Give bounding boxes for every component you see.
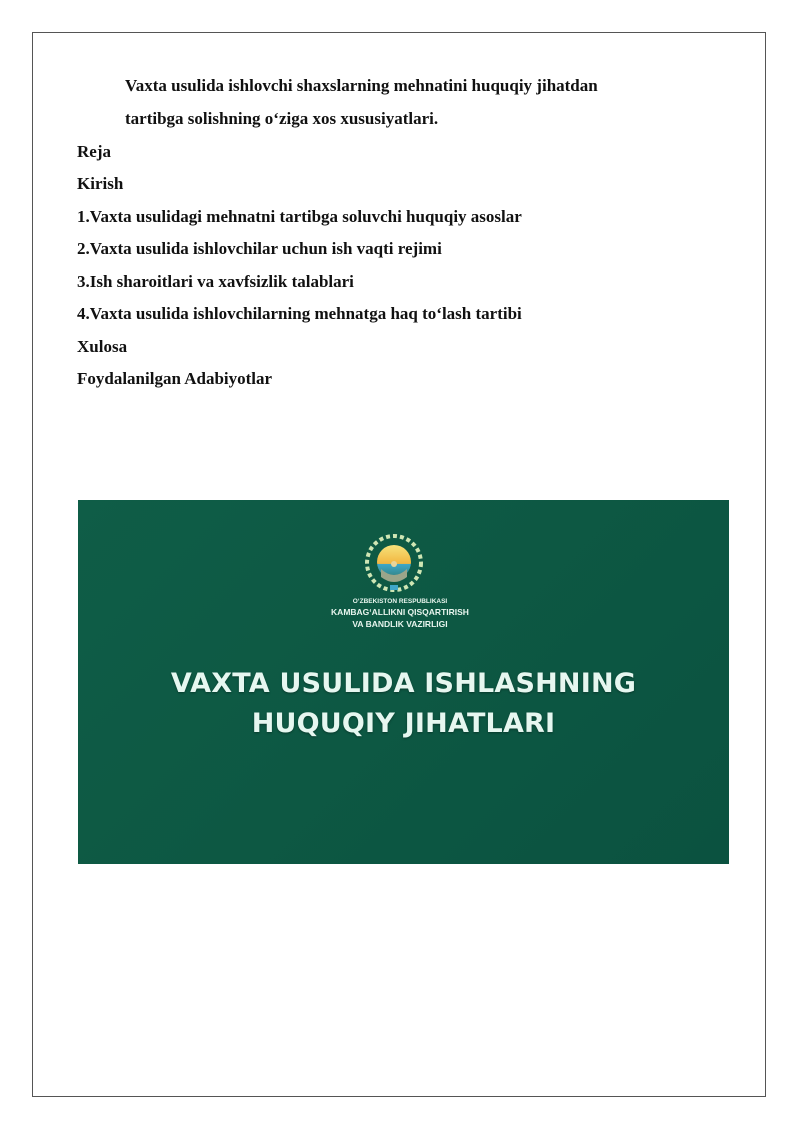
toc-item-4: 4.Vaxta usulida ishlovchilarning mehnatga haq to‘lash tartibi: [77, 304, 522, 323]
toc-item-conclusion: Xulosa: [77, 337, 128, 356]
ministry-line-3: VA BANDLIK VAZIRLIGI: [352, 619, 448, 629]
toc-item-1: 1.Vaxta usulidagi mehnatni tartibga soluvchi huquqiy asoslar: [77, 207, 522, 226]
document-title-line-1: Vaxta usulida ishlovchi shaxslarning mehnatini huquqiy jihatdan: [125, 76, 598, 95]
toc-item-references: Foydalanilgan Adabiyotlar: [77, 369, 273, 388]
plan-heading: Reja: [77, 142, 111, 161]
toc-item-3: 3.Ish sharoitlari va xavfsizlik talablari: [77, 272, 354, 291]
banner-title-line-1: VAXTA USULIDA ISHLASHNING: [170, 668, 637, 699]
ministry-line-2: KAMBAG‘ALLIKNI QISQARTIRISH: [331, 607, 469, 617]
banner-title-line-2: HUQUQIY JIHATLARI: [251, 708, 556, 739]
document-title-line-2: tartibga solishning o‘ziga xos xususiyatlari.: [125, 109, 439, 128]
toc-item-2: 2.Vaxta usulida ishlovchilar uchun ish vaqti rejimi: [77, 239, 442, 258]
toc-item-introduction: Kirish: [77, 174, 124, 193]
ministry-line-1: O‘ZBEKISTON RESPUBLIKASI: [352, 598, 448, 605]
state-emblem-icon: [363, 533, 425, 595]
